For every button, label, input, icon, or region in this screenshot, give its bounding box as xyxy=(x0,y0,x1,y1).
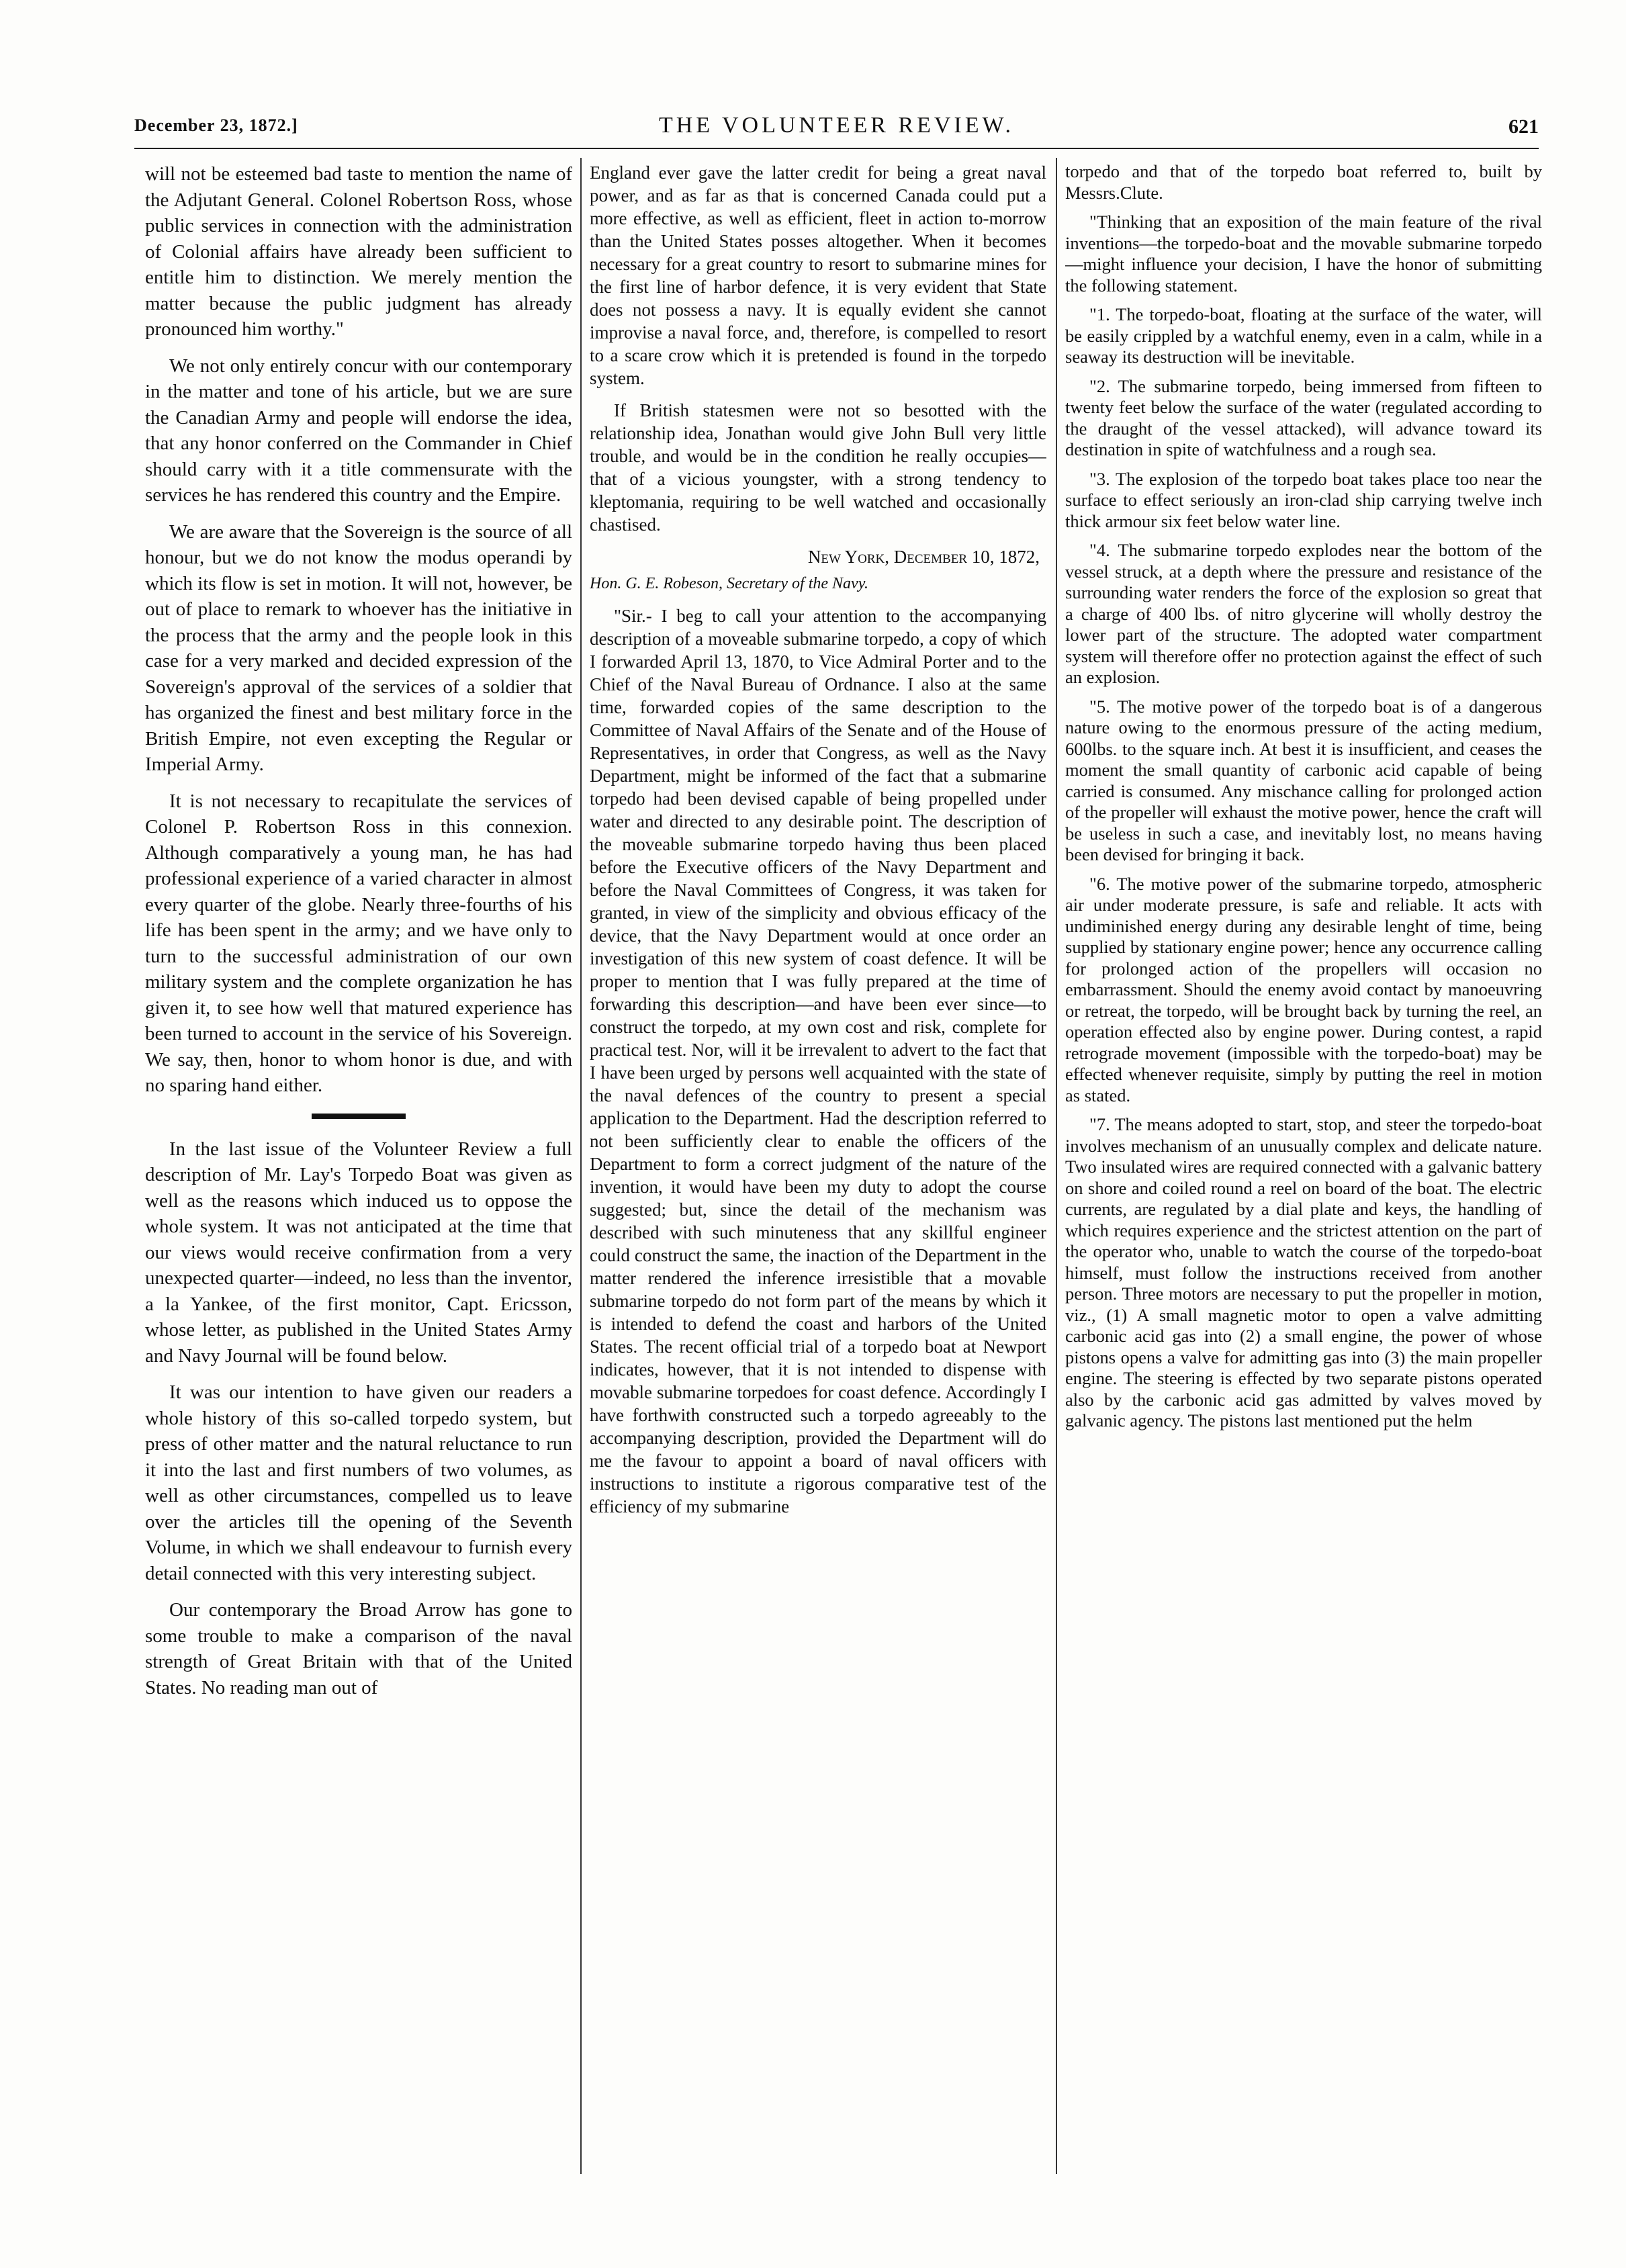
masthead-title: THE VOLUNTEER REVIEW. xyxy=(658,113,1014,138)
letter-dateline: New York, December 10, 1872, xyxy=(807,547,1040,567)
paragraph: England ever gave the latter credit for being a great naval power, and as far as that is concerned Canada could put a more effective, as well as efficient, fleet in action to-morrow than the United States posses altogether. When it becomes necessary for a great country to resort to submarine mines for the first line of harbor defence, it is very evident that State does not possess a navy. It is equally evident she cannot improvise a naval force, and, therefore, is compelled to resort to a scare crow which it is pretended is found in the torpedo system. xyxy=(590,163,1046,388)
page-number: 621 xyxy=(1508,116,1539,138)
paragraph: "3. The explosion of the torpedo boat takes place too near the surface to effect seriously an iron-clad ship carrying twelve inch thick armour six feet below water line. xyxy=(1065,468,1542,531)
paragraph: "2. The submarine torpedo, being immersed from fifteen to twenty feet below the surface of the water (regulated according to the draught of the vessel attacked), will advance toward its destination in spite of watchfulness and a rough sea. xyxy=(1065,375,1542,459)
paragraph: "7. The means adopted to start, stop, and steer the torpedo-boat involves mechanism of an unusually complex and delicate nature. Two insulated wires are required connected with a galvanic battery on shore and coiled round a reel on board of the boat. The electric currents, are regulated by a dial plate and keys, the handling of which requires experience and the strictest attention on the part of the operator who, unable to watch the course of the torpedo-boat himself, must follow the instructions received from another person. Three motors are necessary to put the propeller in motion, viz., (1) A small magnetic motor to open a valve admitting carbonic acid gas into (2) a small engine, the power of whose pistons opens a valve for admitting gas into (3) the main propeller engine. The steering is effected by two separate pistons operated also by the carbonic acid gas admitted by valves moved by galvanic agency. The pistons last mentioned put the helm xyxy=(1065,1114,1542,1431)
column-2 xyxy=(590,161,1046,2228)
paragraph: It was our intention to have given our readers a whole history of this so-called torpedo system, but press of other matter and the natural reluctance to run it into the last and first numbers of two volumes, as well as other circumstances, compelled us to leave over the articles till the opening of the Seventh Volume, in which we shall endeavour to furnish every detail connected with this very interesting subject. xyxy=(145,1381,572,1584)
paragraph: In the last issue of the Volunteer Review a full description of Mr. Lay's Torpedo Boat was given as well as the reasons which induced us to oppose the whole system. It was not anticipated at the time that our views would receive confirmation from a very unexpected quarter—indeed, no less than the inventor, a la Yankee, of the first monitor, Capt. Ericsson, whose letter, as published in the United States Army and Navy Journal will be found below. xyxy=(145,1138,572,1367)
paragraph: We are aware that the Sovereign is the source of all honour, but we do not know the modus operandi by which its flow is set in motion. It will not, however, be out of place to remark to whoever has the initiative in the process that the army and the people look in this case for a very marked and decided expression of the Sovereign's approval of the services of a soldier that has organized the finest and best military force in the British Empire, not even excepting the Regular or Imperial Army. xyxy=(145,520,572,775)
paragraph: "Sir.- I beg to call your attention to the accompanying description of a moveable submarine torpedo, a copy of which I forwarded April 13, 1870, to Vice Admiral Porter and to the Chief of the Naval Bureau of Ordnance. I also at the same time, forwarded copies of the same description to the Committee of Naval Affairs of the Senate and of the House of Representatives, in order that Congress, as well as the Navy Department, might be informed of the fact that a submarine torpedo had been devised capable of being propelled under water and directed to any desirable point. The description of the moveable submarine torpedo having thus been placed before the Executive officers of the Navy Department and before the Naval Committees of Congress, it was taken for granted, in view of the simplicity and obvious efficacy of the device, that the Navy Department would at once order an investigation of this new system of coast defence. It will be proper to mention that I was fully prepared at the time of forwarding this description—and have been ever since—to construct the torpedo, at my own cost and risk, complete for practical test. Nor, will it be irrevalent to advert to the fact that I have been urged by persons well acquainted with the state of the naval defences of the country to present a special application to the Department. Had the description referred to not been sufficiently clear to enable the officers of the Department to form a correct judgment of the nature of the invention, it would have been my duty to adopt the course suggested; but, since the detail of the mechanism was described with such minuteness that any skillful engineer could construct the same, the inaction of the Department in the matter rendered the inference irresistible that a movable submarine torpedo do not form part of the means by which it is intended to defend the coast and harbors of the United States. The recent official trial of a torpedo boat at Newport indicates, however, that it is not intended to dispense with movable submarine torpedoes for coast defence. Accordingly I have forthwith constructed such a torpedo agreeably to the accompanying description, provided the Department will do me the favour to appoint a board of naval officers with instructions to institute a rigorous comparative test of the efficiency of my submarine xyxy=(590,606,1046,1516)
paragraph: "5. The motive power of the torpedo boat is of a dangerous nature owing to the enormous pressure of the acting medium, 600lbs. to the square inch. At best it is insufficient, and ceases the moment the small quantity of carbonic acid capable of being carried is consumed. Any mischance calling for prolonged action of the propeller will exhaust the motive power, hence the craft will be useless in such a case, and inevitably lost, no means having been devised for bringing it back. xyxy=(1065,696,1542,864)
article-separator xyxy=(312,1114,406,1119)
letter-salutation: Hon. G. E. Robeson, Secretary of the Navy. xyxy=(590,575,869,592)
paragraph: will not be esteemed bad taste to mention the name of the Adjutant General. Colonel Robertson Ross, whose public services in connection with the administration of Colonial affairs have already been sufficient to entitle him to distinction. We merely mention the matter because the public judgment has already pronounced him worthy." xyxy=(145,163,572,340)
paragraph: We not only entirely concur with our contemporary in the matter and tone of his article, but we are sure the Canadian Army and people will endorse the idea, that any honor conferred on the Commander in Chief should carry with it a title commensurate with the services he has rendered this country and the Empire. xyxy=(145,355,572,506)
column-divider xyxy=(1056,158,1057,2174)
paragraph: If British statesmen were not so besotted with the relationship idea, Jonathan would give John Bull very little trouble, and would be in the condition he really occupies—that of a vicious youngster, with a strong tendency to kleptomania, requiring to be well watched and occasionally chastised. xyxy=(590,400,1046,535)
column-1 xyxy=(145,161,572,2228)
paragraph: "Thinking that an exposition of the main feature of the rival inventions—the torpedo-boat and the movable submarine torpedo—might influence your decision, I have the honor of submitting the following statement. xyxy=(1065,212,1542,296)
paragraph: "6. The motive power of the submarine torpedo, atmospheric air under moderate pressure, is safe and reliable. It acts with undiminished energy during any desirable lenght of time, being supplied by stationary engine power; hence any occurrence calling for prolonged action of the propellers will occasion no embarrassment. Should the enemy avoid contact by manoeuvring or retreat, the torpedo, will be brought back by turning the reel, an operation effected also by engine power. During contest, a rapid retrograde movement (impossible with the torpedo-boat) may be effected whenever requisite, simply by putting the reel in motion as stated. xyxy=(1065,873,1542,1105)
paragraph: Our contemporary the Broad Arrow has gone to some trouble to make a comparison of the naval strength of Great Britain with that of the United States. No reading man out of xyxy=(145,1599,572,1698)
paragraph: It is not necessary to recapitulate the services of Colonel P. Robertson Ross in this connexion. Although comparatively a young man, he has had professional experience of a varied character in almost every quarter of the globe. Nearly three-fourths of his life has been spent in the army; and we have only to turn to the successful administration of our own military system and the complete organization he has given it, to see how well that matured experience has been turned to account in the service of his Sovereign. We say, then, honor to whom honor is due, and with no sparing hand either. xyxy=(145,790,572,1096)
page-header xyxy=(134,113,1539,149)
paragraph: "4. The submarine torpedo explodes near the bottom of the vessel struck, at a depth where the pressure and resistance of the surrounding water renders the force of the explosion so great that a charge of 400 lbs. of nitro glycerine will wholly destroy the lower part of the structure. The adopted water compartment system will therefore offer no protection against the effect of such an explosion. xyxy=(1065,540,1542,687)
paragraph: "1. The torpedo-boat, floating at the surface of the water, will be easily crippled by a watchful enemy, even in a calm, while in a seaway its destruction will be inevitable. xyxy=(1065,304,1542,367)
column-divider xyxy=(580,158,582,2174)
column-3 xyxy=(1065,161,1542,2228)
issue-date: December 23, 1872.] xyxy=(134,116,298,135)
paragraph: torpedo and that of the torpedo boat referred to, built by Messrs.Clute. xyxy=(1065,161,1542,203)
header-rule xyxy=(134,148,1539,149)
